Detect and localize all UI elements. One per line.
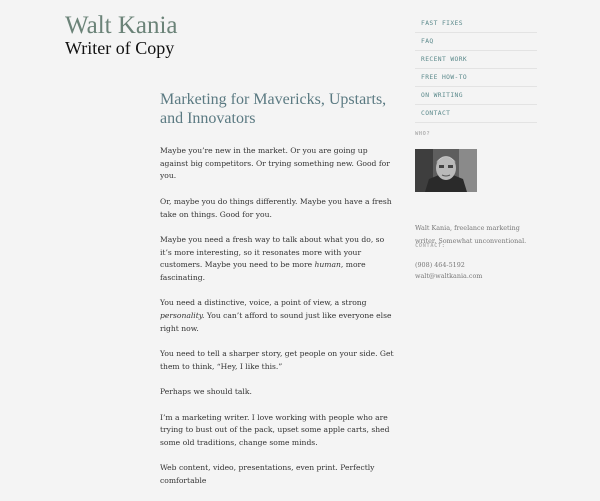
- paragraph-text: You need a distinctive, voice, a point of view, a strong: [160, 298, 367, 308]
- nav-item-free-how-to[interactable]: FREE HOW-TO: [415, 69, 537, 87]
- nav-item-recent-work[interactable]: RECENT WORK: [415, 51, 537, 69]
- nav-item-faq[interactable]: FAQ: [415, 33, 537, 51]
- paragraph: You need to tell a sharper story, get people on your side. Get them to think, “Hey, I like this.”: [160, 349, 394, 371]
- emphasis-text: human: [314, 260, 341, 270]
- paragraph: Maybe you’re new in the market. Or you are going up against big competitors. Or trying something new. Good for you.: [160, 146, 390, 181]
- nav-item-on-writing[interactable]: ON WRITING: [415, 87, 537, 105]
- email-link[interactable]: walt@waltkania.com: [415, 272, 483, 280]
- paragraph-text: Maybe you need a fresh way to talk about what you do, so it’s more interesting, so it resonates more with your customers. Maybe you need to be more: [160, 234, 385, 270]
- nav-item-fast-fixes[interactable]: FAST FIXES: [415, 15, 537, 33]
- phone-number: (908) 464-5192: [415, 261, 465, 269]
- paragraph: Or, maybe you do things differently. Maybe you have a fresh take on things. Good for you.: [160, 196, 392, 219]
- paragraph: Perhaps we should talk.: [160, 387, 252, 397]
- contact-widget-title: CONTACT:: [415, 243, 446, 249]
- post-title: Marketing for Mavericks, Upstarts, and Innovators: [160, 91, 387, 127]
- sidebar: [415, 15, 537, 280]
- emphasis-text: personality.: [160, 311, 205, 321]
- main-content: [160, 90, 396, 501]
- paragraph: [160, 297, 396, 335]
- paragraph-text: , more fascinating.: [160, 260, 366, 282]
- site-title[interactable]: Walt Kania: [65, 12, 178, 39]
- author-bio: Walt Kania, freelance marketing writer. Somewhat unconventional.: [415, 224, 527, 245]
- author-photo: [415, 149, 477, 192]
- sidebar-nav: [415, 15, 537, 123]
- site-description: Writer of Copy: [65, 38, 175, 58]
- paragraph: I’m a marketing writer. I love working with people who are trying to bust out of the pack, upset some apple carts, shed some old traditions, change some minds.: [160, 412, 390, 448]
- paragraph: Web content, video, presentations, even print. Perfectly comfortable: [160, 463, 375, 486]
- nav-item-contact[interactable]: CONTACT: [415, 105, 537, 123]
- paragraph: [160, 234, 396, 285]
- who-widget-title: WHO?: [415, 131, 431, 137]
- paragraph-text: You can’t afford to sound just like everyone else right now.: [160, 311, 392, 333]
